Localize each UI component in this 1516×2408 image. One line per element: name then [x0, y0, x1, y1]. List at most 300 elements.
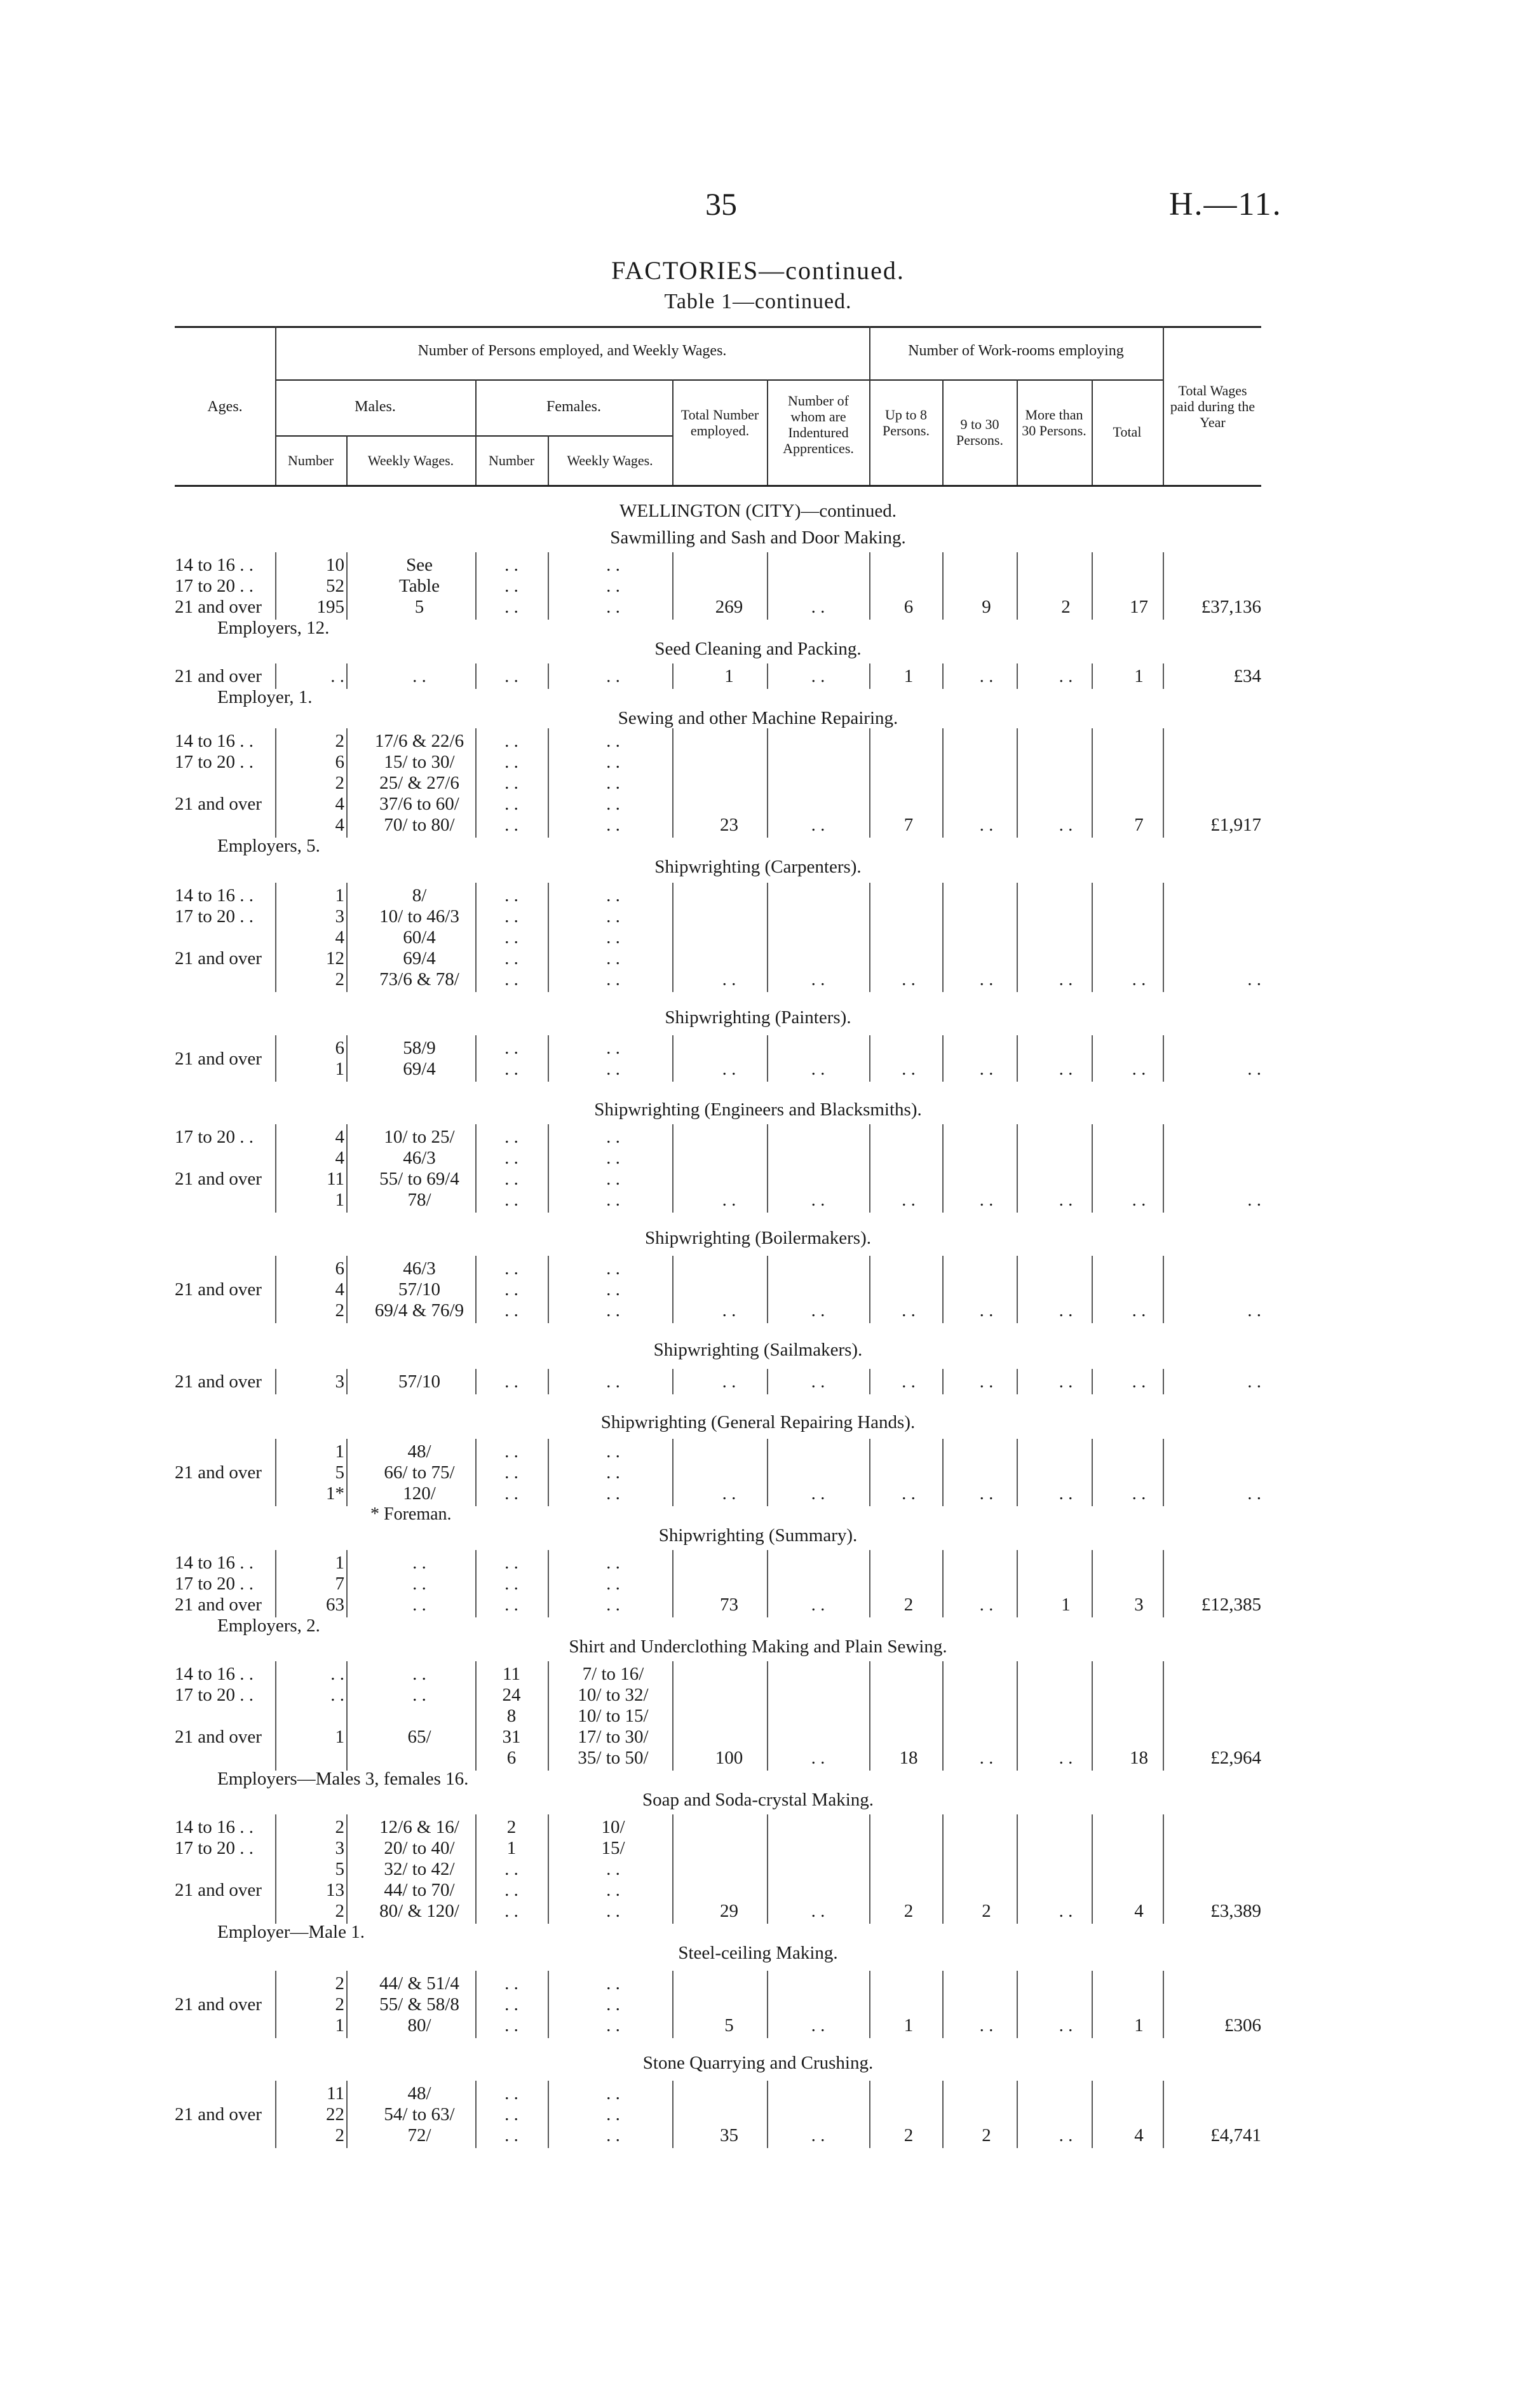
- employers-note: Employers—Males 3, females 16.: [217, 1769, 469, 1789]
- cell-mw: 55/ & 58/8: [379, 1994, 459, 2015]
- cell-mw: 8/: [412, 885, 427, 906]
- table-row: [0, 885, 1516, 906]
- cell-fw: . .: [606, 1994, 620, 2015]
- cell-u8: 6: [904, 597, 914, 617]
- header-female-wages: Weekly Wages.: [567, 452, 653, 468]
- cell-wag: . .: [1247, 1371, 1261, 1392]
- section-title: Sawmilling and Sash and Door Making.: [610, 527, 906, 548]
- cell-m30: . .: [1059, 666, 1073, 686]
- cell-m30: . .: [1059, 1059, 1073, 1079]
- cell-mw: 78/: [407, 1190, 431, 1210]
- cell-age: 14 to 16 . .: [175, 555, 254, 575]
- table-title: Table 1—continued.: [664, 290, 852, 313]
- cell-fw: . .: [606, 1169, 620, 1189]
- section-title: Shirt and Underclothing Making and Plain Sewing.: [569, 1636, 947, 1657]
- cell-mn: 4: [335, 815, 344, 835]
- cell-fw: . .: [606, 597, 620, 617]
- cell-fw: 15/: [601, 1838, 625, 1858]
- cell-tot: 4: [1134, 1901, 1144, 1921]
- cell-fn: . .: [504, 815, 518, 835]
- cell-age: 21 and over: [175, 1462, 262, 1483]
- cell-fw: . .: [606, 1901, 620, 1921]
- cell-age: 21 and over: [175, 1994, 262, 2015]
- cell-fw: . .: [606, 2104, 620, 2125]
- cell-mn: 5: [335, 1462, 344, 1483]
- table-row: [0, 576, 1516, 597]
- cell-wag: £306: [1224, 2015, 1261, 2036]
- cell-fw: . .: [606, 1973, 620, 1994]
- cell-tot: 1: [1134, 666, 1144, 686]
- cell-mw: 44/ & 51/4: [379, 1973, 459, 1994]
- cell-mw: 37/6 to 60/: [379, 794, 459, 814]
- cell-tn: 35: [720, 2125, 738, 2146]
- header-males: Males.: [355, 398, 396, 415]
- section-title: Shipwrighting (Painters).: [665, 1007, 851, 1028]
- cell-age: 17 to 20 . .: [175, 1574, 254, 1594]
- cell-mn: 10: [326, 555, 344, 575]
- cell-wag: £37,136: [1201, 597, 1261, 617]
- cell-fw: . .: [606, 1059, 620, 1079]
- header-total: Total: [1113, 424, 1142, 440]
- cell-fw: . .: [606, 969, 620, 990]
- cell-age: 21 and over: [175, 2104, 262, 2125]
- cell-fw: . .: [606, 2083, 620, 2104]
- cell-fn: . .: [504, 666, 518, 686]
- cell-mn: 1: [335, 1190, 344, 1210]
- table-row: [0, 1169, 1516, 1190]
- cell-fw: . .: [606, 1127, 620, 1147]
- cell-tn: . .: [722, 1371, 736, 1392]
- cell-mw: 44/ to 70/: [384, 1880, 455, 1900]
- cell-tot: 7: [1134, 815, 1144, 835]
- cell-ap: . .: [811, 1483, 825, 1504]
- cell-fw: . .: [606, 1190, 620, 1210]
- cell-wag: . .: [1247, 1300, 1261, 1321]
- header-workrooms-group: Number of Work-rooms employing: [908, 343, 1124, 359]
- cell-wag: £34: [1233, 666, 1261, 686]
- cell-tn: 29: [720, 1901, 738, 1921]
- table-row: [0, 2083, 1516, 2104]
- cell-mn: 2: [335, 731, 344, 751]
- cell-mw: 46/3: [403, 1148, 436, 1168]
- cell-fw: . .: [606, 1148, 620, 1168]
- header-persons-group: Number of Persons employed, and Weekly Wages.: [417, 343, 727, 359]
- cell-fw: . .: [606, 1441, 620, 1462]
- cell-ap: . .: [811, 969, 825, 990]
- cell-fw: . .: [606, 1880, 620, 1900]
- cell-tn: . .: [722, 969, 736, 990]
- header-divider: [767, 379, 768, 485]
- cell-mw: See: [406, 555, 433, 575]
- cell-fw: . .: [606, 1279, 620, 1300]
- city-heading: WELLINGTON (CITY)—continued.: [619, 501, 897, 521]
- cell-fn: . .: [504, 597, 518, 617]
- cell-m30: . .: [1059, 1483, 1073, 1504]
- cell-fn: . .: [504, 2125, 518, 2146]
- cell-mn: 4: [335, 927, 344, 948]
- cell-fw: . .: [606, 885, 620, 906]
- cell-fw: . .: [606, 1300, 620, 1321]
- cell-fn: . .: [504, 1973, 518, 1994]
- header-divider: [1017, 379, 1018, 485]
- cell-mw: Table: [399, 576, 440, 596]
- cell-mw: . .: [412, 1664, 426, 1684]
- section-title: Seed Cleaning and Packing.: [654, 639, 862, 659]
- table-row: [0, 1994, 1516, 2015]
- cell-fw: . .: [606, 2015, 620, 2036]
- cell-mn: 52: [326, 576, 344, 596]
- cell-wag: . .: [1247, 1190, 1261, 1210]
- cell-age: 14 to 16 . .: [175, 1553, 254, 1573]
- cell-u8: 18: [899, 1748, 918, 1768]
- table-row: [0, 1483, 1516, 1504]
- cell-fw: . .: [606, 927, 620, 948]
- cell-age: 21 and over: [175, 1169, 262, 1189]
- cell-fw: 10/: [601, 1817, 625, 1837]
- cell-mw: 57/10: [398, 1279, 441, 1300]
- cell-mn: 195: [316, 597, 344, 617]
- cell-m30: 1: [1061, 1595, 1071, 1615]
- table-row: [0, 1553, 1516, 1574]
- section-title: Shipwrighting (Engineers and Blacksmiths).: [594, 1099, 922, 1120]
- cell-mn: 12: [326, 948, 344, 969]
- cell-fn: 2: [506, 1817, 517, 1837]
- employers-note: Employers, 12.: [217, 618, 330, 638]
- cell-fw: . .: [606, 906, 620, 927]
- cell-age: 17 to 20 . .: [175, 752, 254, 772]
- cell-mw: 72/: [407, 2125, 431, 2146]
- cell-fw: 10/ to 15/: [578, 1706, 649, 1726]
- table-row: [0, 666, 1516, 687]
- header-ages: Ages.: [207, 398, 243, 415]
- header-divider: [1163, 326, 1164, 485]
- cell-mw: 120/: [403, 1483, 436, 1504]
- cell-fn: . .: [504, 1127, 518, 1147]
- header-bottom-rule: [175, 485, 1261, 487]
- cell-mn: 1: [335, 1441, 344, 1462]
- cell-fn: . .: [504, 948, 518, 969]
- page-number: 35: [705, 186, 737, 222]
- footnote: * Foreman.: [370, 1504, 452, 1524]
- header-9-to-30: 9 to 30 Persons.: [956, 416, 1003, 448]
- header-divider: [942, 379, 944, 485]
- cell-fn: . .: [504, 1169, 518, 1189]
- employers-note: Employers, 2.: [217, 1616, 320, 1636]
- table-row: [0, 1148, 1516, 1169]
- cell-age: 17 to 20 . .: [175, 1838, 254, 1858]
- section-title: Sewing and other Machine Repairing.: [618, 708, 898, 728]
- cell-tn: 269: [715, 597, 743, 617]
- cell-fn: 6: [506, 1748, 517, 1768]
- cell-fn: 11: [503, 1664, 520, 1684]
- cell-mn: 13: [326, 1880, 344, 1900]
- cell-mn: 4: [335, 1127, 344, 1147]
- cell-fn: . .: [504, 752, 518, 772]
- cell-m30: 2: [1061, 597, 1071, 617]
- table-row: [0, 731, 1516, 752]
- workrooms-group-rule: [869, 379, 1163, 381]
- table-row: [0, 1300, 1516, 1321]
- table-row: [0, 1817, 1516, 1838]
- header-more-than-30: More than 30 Persons.: [1022, 407, 1086, 439]
- cell-fw: . .: [606, 555, 620, 575]
- cell-fn: 1: [506, 1838, 517, 1858]
- section-title: Shipwrighting (Sailmakers).: [653, 1340, 863, 1360]
- cell-fn: . .: [504, 1371, 518, 1392]
- cell-m30: . .: [1059, 2015, 1073, 2036]
- cell-ap: . .: [811, 1371, 825, 1392]
- cell-fn: . .: [504, 773, 518, 793]
- table-row: [0, 1838, 1516, 1859]
- table-row: [0, 555, 1516, 576]
- cell-tn: . .: [722, 1300, 736, 1321]
- cell-mw: 54/ to 63/: [384, 2104, 455, 2125]
- header-top-rule: [175, 326, 1261, 328]
- cell-fn: 8: [506, 1706, 517, 1726]
- cell-fw: . .: [606, 1595, 620, 1615]
- cell-ap: . .: [811, 1901, 825, 1921]
- cell-mn: 6: [335, 752, 344, 772]
- cell-ap: . .: [811, 1059, 825, 1079]
- cell-tot: . .: [1132, 1190, 1146, 1210]
- cell-fw: . .: [606, 666, 620, 686]
- cell-fn: . .: [504, 1880, 518, 1900]
- employers-note: Employers, 5.: [217, 836, 320, 856]
- cell-age: 14 to 16 . .: [175, 1817, 254, 1837]
- cell-age: 17 to 20 . .: [175, 1685, 254, 1705]
- cell-m30: . .: [1059, 1371, 1073, 1392]
- table-row: [0, 906, 1516, 927]
- table-row: [0, 1441, 1516, 1462]
- cell-fn: . .: [504, 969, 518, 990]
- cell-fn: . .: [504, 1038, 518, 1058]
- cell-mn: 4: [335, 1279, 344, 1300]
- cell-mw: 25/ & 27/6: [379, 773, 459, 793]
- section-title: Shipwrighting (Summary).: [658, 1525, 858, 1546]
- table-row: [0, 773, 1516, 794]
- cell-mw: 57/10: [398, 1371, 441, 1392]
- cell-fw: . .: [606, 948, 620, 969]
- cell-tn: 73: [720, 1595, 738, 1615]
- employers-note: Employer—Male 1.: [217, 1922, 365, 1942]
- cell-mn: 4: [335, 1148, 344, 1168]
- cell-p9: . .: [979, 666, 994, 686]
- cell-ap: . .: [811, 2015, 825, 2036]
- cell-wag: . .: [1247, 969, 1261, 990]
- cell-fn: . .: [504, 1595, 518, 1615]
- cell-ap: . .: [811, 666, 825, 686]
- cell-mn: . .: [330, 1685, 344, 1705]
- cell-mn: 6: [335, 1038, 344, 1058]
- table-row: [0, 1664, 1516, 1685]
- cell-p9: . .: [979, 1483, 994, 1504]
- header-total-wages: Total Wages paid during the Year: [1170, 383, 1255, 430]
- cell-mw: 15/ to 30/: [384, 752, 455, 772]
- cell-mw: 10/ to 25/: [384, 1127, 455, 1147]
- cell-mw: 48/: [407, 1441, 431, 1462]
- cell-fw: 10/ to 32/: [578, 1685, 649, 1705]
- cell-fn: 24: [502, 1685, 521, 1705]
- cell-fw: . .: [606, 2125, 620, 2146]
- cell-fn: . .: [504, 906, 518, 927]
- table-row: [0, 927, 1516, 948]
- cell-wag: . .: [1247, 1059, 1261, 1079]
- cell-age: 21 and over: [175, 1595, 262, 1615]
- cell-u8: . .: [902, 1300, 916, 1321]
- cell-ap: . .: [811, 1748, 825, 1768]
- cell-p9: 2: [982, 2125, 991, 2146]
- header-total-employed: Total Number employed.: [680, 407, 759, 439]
- cell-mn: 2: [335, 1300, 344, 1321]
- cell-age: 14 to 16 . .: [175, 885, 254, 906]
- cell-tn: . .: [722, 1059, 736, 1079]
- cell-tn: . .: [722, 1190, 736, 1210]
- table-row: [0, 2015, 1516, 2036]
- cell-fw: . .: [606, 1859, 620, 1879]
- cell-age: 21 and over: [175, 948, 262, 969]
- document-reference: H.—11.: [1169, 186, 1282, 222]
- table-row: [0, 1279, 1516, 1300]
- cell-u8: . .: [902, 1483, 916, 1504]
- cell-mw: 20/ to 40/: [384, 1838, 455, 1858]
- cell-wag: £3,389: [1210, 1901, 1261, 1921]
- table-row: [0, 969, 1516, 990]
- cell-mn: 11: [327, 2083, 344, 2104]
- table-row: [0, 1748, 1516, 1769]
- cell-fn: . .: [504, 1553, 518, 1573]
- cell-fn: . .: [504, 1148, 518, 1168]
- cell-m30: . .: [1059, 2125, 1073, 2146]
- cell-age: 21 and over: [175, 1371, 262, 1392]
- cell-fw: . .: [606, 1553, 620, 1573]
- cell-mw: 32/ to 42/: [384, 1859, 455, 1879]
- cell-p9: . .: [979, 815, 994, 835]
- cell-u8: 2: [904, 2125, 914, 2146]
- cell-fn: . .: [504, 731, 518, 751]
- table-row: [0, 597, 1516, 618]
- table-row: [0, 1574, 1516, 1595]
- cell-mn: 2: [335, 969, 344, 990]
- cell-age: 21 and over: [175, 1279, 262, 1300]
- cell-mw: 17/6 & 22/6: [374, 731, 464, 751]
- cell-fn: . .: [504, 2104, 518, 2125]
- cell-p9: . .: [979, 1190, 994, 1210]
- cell-mn: 22: [326, 2104, 344, 2125]
- cell-u8: . .: [902, 969, 916, 990]
- section-title: Shipwrighting (General Repairing Hands).: [600, 1412, 916, 1432]
- cell-tot: . .: [1132, 969, 1146, 990]
- table-row: [0, 1595, 1516, 1616]
- cell-fw: 7/ to 16/: [582, 1664, 644, 1684]
- cell-mw: 70/ to 80/: [384, 815, 455, 835]
- table-row: [0, 794, 1516, 815]
- table-row: [0, 1258, 1516, 1279]
- cell-mw: 69/4: [403, 1059, 436, 1079]
- employers-note: Employer, 1.: [217, 687, 313, 707]
- cell-mw: 55/ to 69/4: [379, 1169, 459, 1189]
- cell-mn: 7: [335, 1574, 344, 1594]
- cell-mn: . .: [330, 1664, 344, 1684]
- cell-mw: 46/3: [403, 1258, 436, 1279]
- table-row: [0, 1727, 1516, 1748]
- cell-tot: . .: [1132, 1300, 1146, 1321]
- cell-fn: . .: [504, 1901, 518, 1921]
- section-title: Soap and Soda-crystal Making.: [642, 1790, 874, 1810]
- cell-m30: . .: [1059, 1748, 1073, 1768]
- cell-fw: 17/ to 30/: [578, 1727, 649, 1747]
- cell-mn: 6: [335, 1258, 344, 1279]
- cell-u8: 7: [904, 815, 914, 835]
- cell-fn: . .: [504, 576, 518, 596]
- cell-mn: 1: [335, 1727, 344, 1747]
- table-row: [0, 1371, 1516, 1392]
- cell-mw: 69/4 & 76/9: [374, 1300, 464, 1321]
- cell-wag: . .: [1247, 1483, 1261, 1504]
- cell-fw: . .: [606, 1371, 620, 1392]
- cell-fn: . .: [504, 1483, 518, 1504]
- cell-mw: . .: [412, 666, 426, 686]
- cell-wag: £2,964: [1210, 1748, 1261, 1768]
- cell-m30: . .: [1059, 815, 1073, 835]
- cell-mn: 2: [335, 1994, 344, 2015]
- cell-age: 21 and over: [175, 794, 262, 814]
- table-row: [0, 1901, 1516, 1922]
- cell-p9: . .: [979, 2015, 994, 2036]
- section-title: Stone Quarrying and Crushing.: [642, 2053, 874, 2073]
- cell-mw: 80/: [407, 2015, 431, 2036]
- cell-age: 14 to 16 . .: [175, 1664, 254, 1684]
- cell-p9: . .: [979, 1595, 994, 1615]
- age-label: 21 and over: [175, 1049, 262, 1069]
- cell-age: 17 to 20 . .: [175, 576, 254, 596]
- cell-tn: 5: [724, 2015, 734, 2036]
- table-row: [0, 1127, 1516, 1148]
- cell-fw: . .: [606, 1258, 620, 1279]
- header-male-number: Number: [287, 452, 334, 468]
- table-row: [0, 1973, 1516, 1994]
- cell-fw: . .: [606, 752, 620, 772]
- table-row: [0, 1685, 1516, 1706]
- cell-mw: . .: [412, 1595, 426, 1615]
- cell-fw: . .: [606, 1574, 620, 1594]
- cell-ap: . .: [811, 1595, 825, 1615]
- cell-mn: 1*: [326, 1483, 344, 1504]
- cell-u8: . .: [902, 1371, 916, 1392]
- cell-fw: . .: [606, 1038, 620, 1058]
- cell-p9: 9: [982, 597, 991, 617]
- cell-mn: 2: [335, 1973, 344, 1994]
- cell-age: 17 to 20 . .: [175, 1127, 254, 1147]
- cell-fn: . .: [504, 1574, 518, 1594]
- cell-mw: 48/: [407, 2083, 431, 2104]
- cell-mn: 3: [335, 1838, 344, 1858]
- cell-tot: 4: [1134, 2125, 1144, 2146]
- cell-fn: . .: [504, 1859, 518, 1879]
- cell-mn: . .: [330, 666, 344, 686]
- cell-mw: 5: [414, 597, 424, 617]
- cell-tot: . .: [1132, 1483, 1146, 1504]
- cell-fw: . .: [606, 1462, 620, 1483]
- page-title: FACTORIES—continued.: [611, 256, 905, 285]
- cell-fw: 35/ to 50/: [578, 1748, 649, 1768]
- cell-fn: . .: [504, 1059, 518, 1079]
- cell-mn: 2: [335, 773, 344, 793]
- cell-m30: . .: [1059, 1901, 1073, 1921]
- cell-tn: . .: [722, 1483, 736, 1504]
- cell-tn: 100: [715, 1748, 743, 1768]
- header-female-number: Number: [488, 452, 535, 468]
- cell-tot: 3: [1134, 1595, 1144, 1615]
